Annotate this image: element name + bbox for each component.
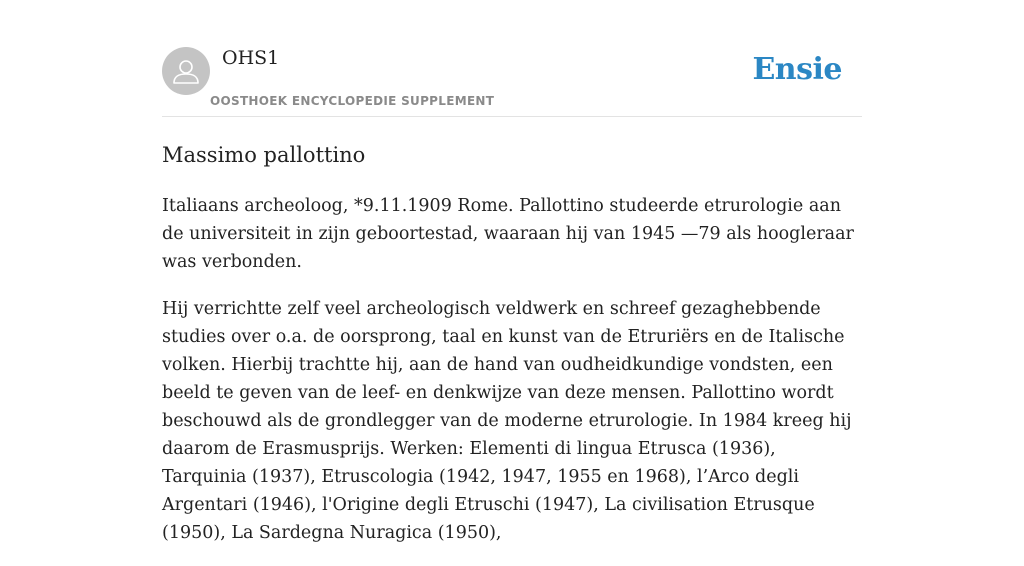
- article-body: [162, 192, 862, 566]
- article-paragraph: Italiaans archeoloog, *9.11.1909 Rome. Pallottino studeerde etrurologie aan de universiteit in zijn geboortestad, waaraan hij van 1945 —79 als hoogleraar was verbonden.: [162, 196, 854, 272]
- username[interactable]: OHS1: [222, 47, 280, 69]
- header: [162, 46, 862, 117]
- avatar[interactable]: [162, 47, 210, 95]
- brand-logo[interactable]: Ensie: [752, 52, 842, 87]
- article-title: Massimo pallottino: [162, 143, 366, 167]
- user-icon: [162, 47, 210, 95]
- article-paragraph: Hij verrichtte zelf veel archeologisch veldwerk en schreef gezaghebbende studies over o.a. de oorsprong, taal en kunst van de Etruriërs en de Italische volken. Hierbij trachtte hij, aan de hand van oudheidkundige vondsten, een beeld te geven van de leef- en denkwijze van deze mensen. Pallottino wordt beschouwd als de grondlegger van de moderne etrurologie. In 1984 kreeg hij daarom de Erasmusprijs. Werken: Elementi di lingua Etrusca (1936), Tarquinia (1937), Etruscologia (1942, 1947, 1955 en 1968), l’Arco degli Argentari (1946), l'Origine degli Etruschi (1947), La civilisation Etrusque (1950), La Sardegna Nuragica (1950),: [162, 299, 852, 543]
- publication-subtitle[interactable]: OOSTHOEK ENCYCLOPEDIE SUPPLEMENT: [210, 94, 495, 108]
